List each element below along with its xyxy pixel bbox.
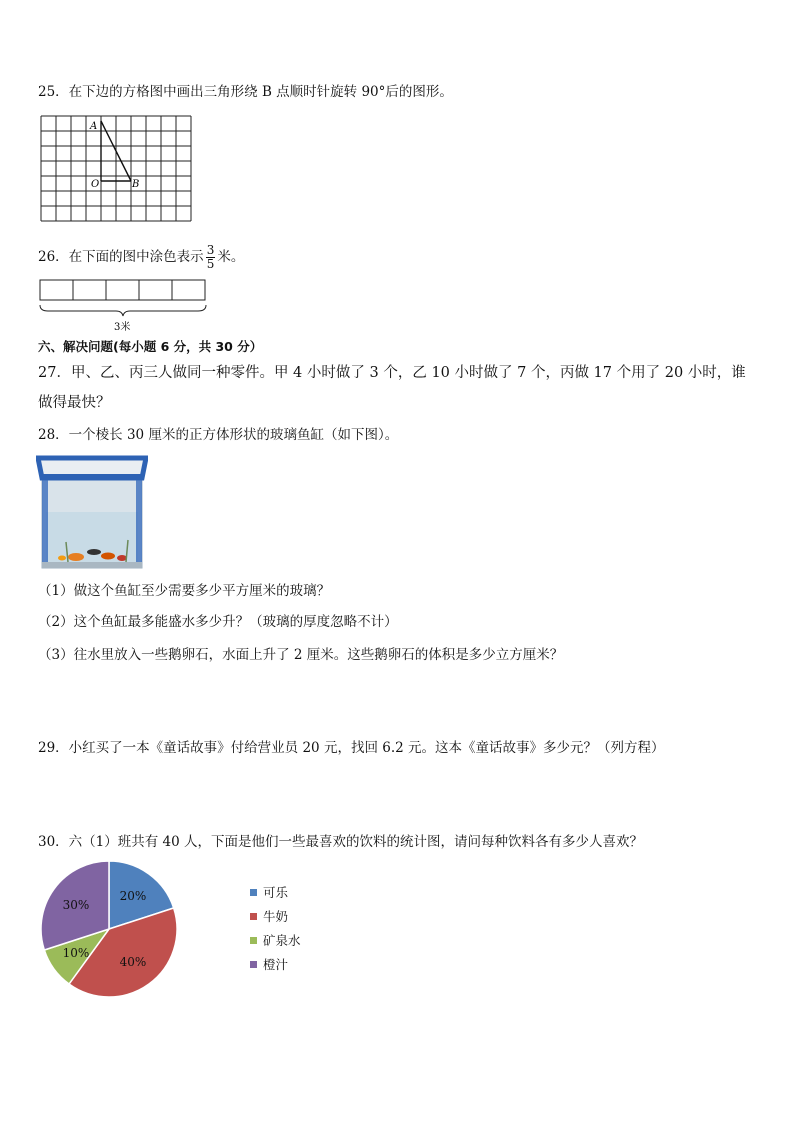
legend-label: 橙汁	[263, 957, 289, 972]
bar-figure	[38, 278, 213, 334]
bar-cell	[106, 280, 139, 300]
legend-item	[250, 928, 301, 952]
question-25: 25．在下边的方格图中画出三角形绕 B 点顺时针旋转 90°后的图形。	[38, 84, 453, 100]
legend-label: 牛奶	[263, 909, 289, 924]
question-28: 28．一个棱长 30 厘米的正方体形状的玻璃鱼缸（如下图）。	[38, 427, 399, 443]
bar-cell	[40, 280, 73, 300]
legend-swatch	[250, 913, 257, 920]
legend-swatch	[250, 961, 257, 968]
legend-item	[250, 952, 301, 976]
point-a-label: A	[90, 121, 98, 132]
bar-cell	[73, 280, 106, 300]
q26-suffix: 米。	[217, 249, 245, 265]
question-28-part-1: （1）做这个鱼缸至少需要多少平方厘米的玻璃？	[38, 583, 331, 599]
legend-swatch	[250, 937, 257, 944]
bar-cell	[172, 280, 205, 300]
fraction-three-fifths	[206, 244, 216, 271]
pie-slice-label: 20%	[119, 888, 147, 903]
q26-prefix: 26．在下面的图中涂色表示	[38, 249, 204, 265]
legend-label: 矿泉水	[263, 933, 301, 948]
brace	[40, 305, 206, 316]
question-30: 30．六（1）班共有 40 人，下面是他们一些最喜欢的饮料的统计图，请问每种饮料各有多少人喜欢？	[38, 834, 644, 850]
fraction-denominator: 5	[206, 257, 215, 271]
pie-slice-label: 40%	[119, 955, 147, 970]
section-title: 六、解决问题(每小题 6 分，共 30 分）	[38, 339, 263, 354]
chart-legend	[250, 880, 301, 976]
point-b-label: B	[132, 179, 140, 190]
question-28-part-2: （2）这个鱼缸最多能盛水多少升？（玻璃的厚度忽略不计）	[38, 614, 398, 630]
bar-cell	[139, 280, 172, 300]
question-26	[38, 244, 244, 271]
pie-slice-label: 10%	[62, 945, 90, 960]
legend-item	[250, 880, 301, 904]
pie-slice-label: 30%	[62, 898, 90, 913]
question-28-part-3: （3）往水里放入一些鹅卵石，水面上升了 2 厘米。这些鹅卵石的体积是多少立方厘米？	[38, 647, 564, 663]
pie-chart	[35, 857, 185, 1007]
fish-tank-image	[36, 452, 148, 570]
legend-item	[250, 904, 301, 928]
question-29: 29．小红买了一本《童话故事》付给营业员 20 元，找回 6.2 元。这本《童话故事》多少元？（列方程）	[38, 740, 665, 756]
point-o-label: O	[91, 179, 100, 190]
legend-swatch	[250, 889, 257, 896]
bar-length-label: 3米	[114, 322, 131, 333]
fraction-numerator: 3	[206, 243, 215, 257]
grid-figure	[40, 115, 195, 223]
legend-label: 可乐	[263, 885, 289, 900]
question-27: 27．甲、乙、丙三人做同一种零件。甲 4 小时做了 3 个，乙 10 小时做了 7 个，丙做 17 个用了 20 小时，谁做得最快？	[38, 365, 746, 411]
